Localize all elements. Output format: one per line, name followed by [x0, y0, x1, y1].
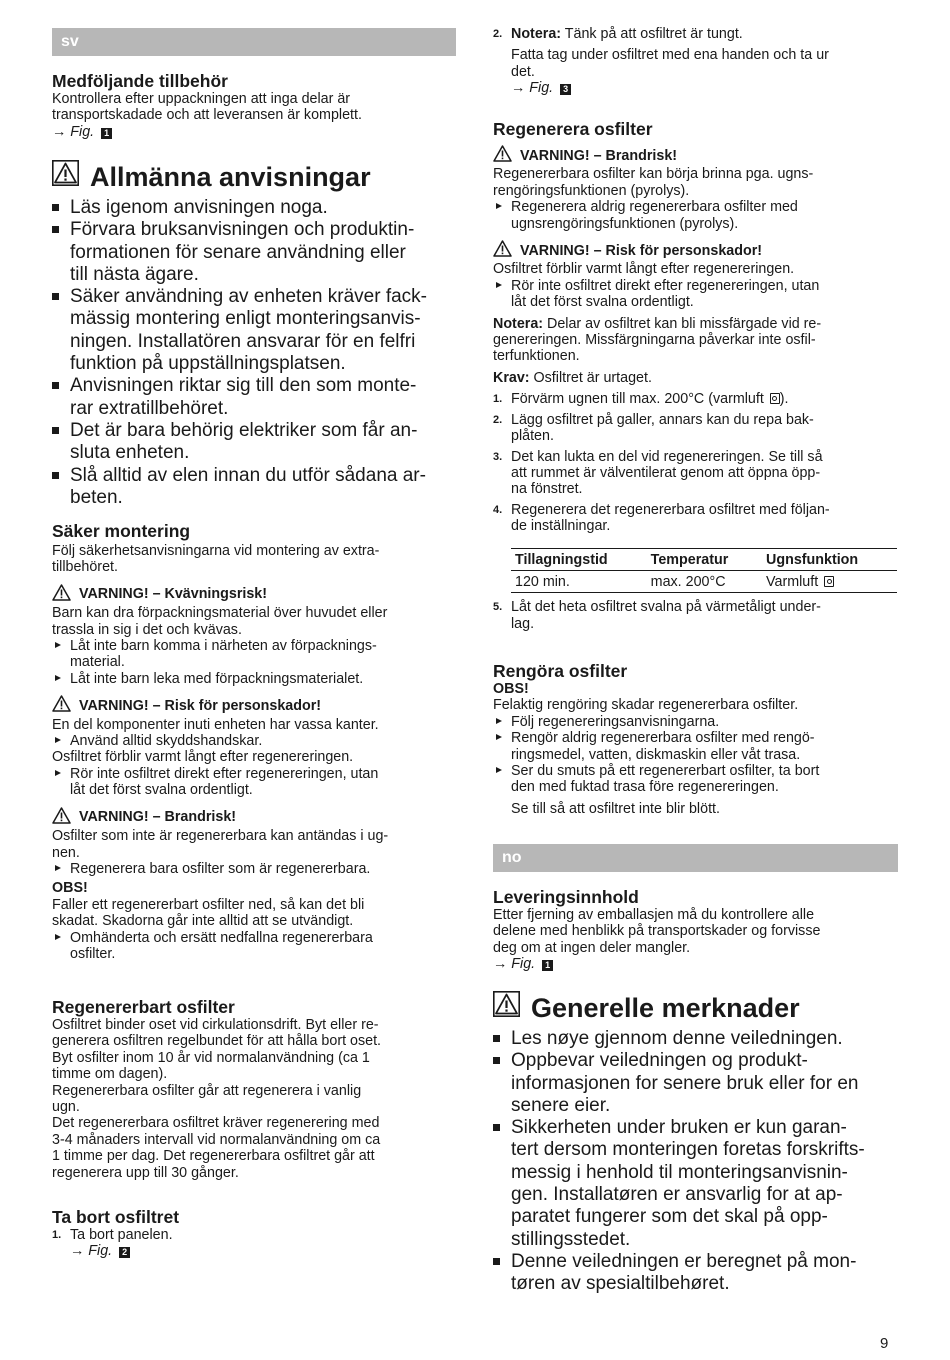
fig-label: Fig.: [70, 123, 95, 140]
table-header-cell: Ugnsfunktion: [762, 548, 897, 570]
list-item: Ser du smuts på ett regenererbart osfilter, ta bort den med fuktad trasa före regenereringen.: [493, 763, 898, 796]
list-item: Les nøye gjennom denne veiledningen.: [493, 1028, 898, 1050]
bullet-square-icon: [493, 1258, 500, 1265]
bullet-square-icon: [52, 472, 59, 479]
heading-general-no-text: Generelle merknader: [531, 992, 800, 1023]
list-item: Rör inte osfiltret direkt efter regenereringen, utan låt det först svalna ordentligt.: [52, 766, 456, 799]
bullet-square-icon: [493, 1035, 500, 1042]
section-regenerate: [493, 119, 898, 632]
fig-number-badge: 1: [101, 128, 112, 139]
warning-icon: [52, 584, 71, 605]
bullet-square-icon: [52, 226, 59, 233]
text-line: deg om at ingen deler mangler.: [493, 939, 691, 956]
text-line: Felaktig rengöring skadar regenererbara osfilter.: [493, 697, 799, 714]
text-line: Faller ett regenererbart osfilter ned, så kan det bli: [52, 896, 365, 913]
page-number: 9: [880, 1335, 889, 1352]
step-item: 1. Ta bort panelen. → Fig. 2: [52, 1227, 456, 1260]
bullet-square-icon: [52, 293, 59, 300]
heading-general-no: [493, 991, 898, 1024]
list-item: Det är bara behörig elektriker som får an- sluta enheten.: [52, 420, 456, 465]
warning-icon: [52, 695, 71, 716]
step-item: 3. Det kan lukta en del vid regenereringen. Se till så att rummet är välventilerat genom att öppna öpp- na fönstret.: [493, 448, 823, 498]
list-item: Denne veiledningen er beregnet på mon- tøren av spesialtilbehøret.: [493, 1251, 898, 1296]
heading-included-no: Leveringsinnhold: [493, 887, 639, 907]
text-line: generera osfiltren regelbundet för att hålla bort oset.: [52, 1033, 382, 1050]
warning-icon: [52, 160, 79, 193]
heading-included: Medföljande tillbehör: [52, 71, 228, 91]
fig-reference: [52, 124, 456, 140]
warning-icon: [52, 807, 71, 828]
text-line: delene med henblikk på transportskader og forvisse: [493, 923, 821, 940]
table-header-cell: Temperatur: [647, 548, 762, 570]
bullet-square-icon: [52, 204, 59, 211]
text-line: nen.: [52, 844, 80, 861]
section-included-sv: [52, 71, 456, 140]
step-number: 3.: [493, 450, 503, 463]
text-line: Det regenererbara osfiltret kräver regenerering med: [52, 1115, 380, 1132]
warning-icon: [493, 240, 512, 261]
section-remove-cont: [493, 26, 898, 97]
text-line: timme om dagen).: [52, 1066, 168, 1083]
bullet-square-icon: [493, 1124, 500, 1131]
section-general-sv: [52, 160, 456, 509]
step-number: 5.: [493, 601, 503, 614]
list-item: Anvisningen riktar sig till den som monte- rar extratillbehöret.: [52, 375, 456, 420]
text-line: regenerera upp till 30 gånger.: [52, 1164, 239, 1181]
bullet-square-icon: [493, 1057, 500, 1064]
heading-general: [52, 160, 456, 193]
requirement-text: Krav: Osfiltret är urtaget.: [493, 369, 652, 386]
text-line: 1 timme per dag. Det regenererbara osfiltret går att: [52, 1148, 375, 1165]
note-text: Notera: Delar av osfiltret kan bli missfärgade vid re-: [493, 315, 822, 332]
section-remove: [52, 1207, 456, 1260]
text-line: Se till så att osfiltret inte blir blött.: [511, 800, 720, 817]
step-item: 2. Notera: Tänk på att osfiltret är tungt. Fatta tag under osfiltret med ena handen och ta ur det. → Fig. 3: [493, 26, 898, 97]
list-item: Regenerera aldrig regenererbara osfilter med ugnsrengöringsfunktionen (pyrolys).: [493, 199, 898, 232]
step-number: 1.: [52, 1229, 62, 1241]
list-item: Använd alltid skyddshandskar.: [52, 733, 456, 749]
text-line: Osfiltret förblir varmt långt efter regenereringen.: [493, 261, 795, 278]
step-item: 1. Förvärm ugnen till max. 200°C (varmluft ).: [493, 391, 789, 408]
fig-number-badge: 2: [119, 1247, 130, 1258]
fig-reference: → Fig. 3: [511, 80, 898, 96]
list-item: Läs igenom anvisningen noga.: [52, 197, 456, 219]
step-item: 5. Låt det heta osfiltret svalna på värmetåligt under- lag.: [493, 599, 821, 632]
section-clean: [493, 661, 898, 817]
text-line: tillbehöret.: [52, 559, 118, 576]
text-line: rengöringsfunktionen (pyrolys).: [493, 182, 690, 199]
heading-remove: Ta bort osfiltret: [52, 1207, 180, 1227]
text-line: skadat. Skadorna går inte alltid att se utvändigt.: [52, 913, 354, 930]
list-item: Rengör aldrig regenererbara osfilter med rengö- ringsmedel, vatten, diskmaskin eller våt trasa.: [493, 730, 898, 763]
heading-regenerate: Regenerera osfilter: [493, 119, 653, 139]
warning-title: VARNING! – Brandrisk!: [493, 145, 898, 166]
obs-label: OBS!: [52, 880, 88, 897]
list-item: Säker användning av enheten kräver fack- mässig montering enligt monteringsanvis- ningen. Installatören ansvarar för en felfri funktion på uppställningsplatsen.: [52, 286, 456, 375]
warning-icon: [493, 145, 512, 166]
settings-table: [511, 548, 897, 594]
table-header-cell: Tillagningstid: [511, 548, 647, 570]
table-row: [511, 570, 897, 592]
section-safe-mount: [52, 521, 456, 962]
language-band-no: no: [493, 844, 898, 872]
list-item: Sikkerheten under bruken er kun garan- tert dersom monteringen foretas forskrifts- messig i henhold til monteringsanvisnin- gen. Installatøren er ansvarlig for at ap- paratet fungerer som det skal på opp- stillingsstedet.: [493, 1117, 898, 1251]
warning-title: VARNING! – Kvävningsrisk!: [52, 584, 456, 605]
step-number: 1.: [493, 393, 503, 406]
included-line: transportskadade och att leveransen är komplett.: [52, 107, 362, 124]
heading-general-text: Allmänna anvisningar: [90, 161, 371, 192]
text-line: Barn kan dra förpackningsmaterial över huvudet eller: [52, 605, 388, 622]
bullet-square-icon: [52, 382, 59, 389]
list-item: Oppbevar veiledningen og produkt- informasjonen for senere bruk eller for en senere eier.: [493, 1050, 898, 1117]
heading-regen-filter: Regenererbart osfilter: [52, 997, 235, 1017]
text-line: 3-4 månaders intervall vid normalanvändning om ca: [52, 1131, 381, 1148]
table-cell: 120 min.: [511, 570, 647, 592]
heading-clean: Rengöra osfilter: [493, 661, 628, 681]
text-line: Osfiltret förblir varmt långt efter regenereringen.: [52, 749, 354, 766]
obs-label: OBS!: [493, 681, 529, 697]
list-item: Regenerera bara osfilter som är regenererbara.: [52, 861, 456, 877]
list-item: Slå alltid av elen innan du utför sådana ar- beten.: [52, 465, 456, 510]
text-line: terfunktionen.: [493, 348, 580, 365]
text-line: ugn.: [52, 1099, 80, 1116]
text-line: Byt osfilter inom 10 år vid normalanvändning (ca 1: [52, 1049, 370, 1066]
fig-reference: → Fig. 1: [493, 956, 898, 972]
bullet-square-icon: [52, 427, 59, 434]
text-line: En del komponenter inuti enheten har vassa kanter.: [52, 716, 379, 733]
table-header-row: [511, 548, 897, 570]
text-line: Regenererbara osfilter kan börja brinna pga. ugns-: [493, 166, 814, 183]
list-item: Rör inte osfiltret direkt efter regenereringen, utan låt det först svalna ordentligt.: [493, 278, 898, 311]
warning-title: VARNING! – Brandrisk!: [52, 807, 456, 828]
fig-number-badge: 1: [542, 960, 553, 971]
text-line: Etter fjerning av emballasjen må du kontrollere alle: [493, 907, 815, 923]
text-line: trassla in sig i det och kvävas.: [52, 621, 242, 638]
list-item: Följ regenereringsanvisningarna.: [493, 714, 898, 730]
step-item: 4. Regenerera det regenererbara osfiltret med följan- de inställningar.: [493, 501, 830, 535]
fig-arrow: →: [52, 123, 67, 140]
text-line: Osfiltret binder oset vid cirkulationsdrift. Byt eller re-: [52, 1017, 379, 1033]
hot-air-function-icon: [824, 576, 834, 587]
heading-safe-mount: Säker montering: [52, 521, 191, 541]
included-line: Kontrollera efter uppackningen att inga delar är: [52, 91, 351, 107]
text-line: Följ säkerhetsanvisningarna vid montering av extra-: [52, 543, 380, 559]
fig-reference: → Fig. 2: [70, 1243, 456, 1259]
text-line: Regenererbara osfilter går att regenerera i vanlig: [52, 1082, 362, 1099]
hot-air-function-icon: [770, 393, 780, 404]
step-number: 2.: [493, 413, 503, 426]
general-list: [52, 197, 456, 509]
warning-title: VARNING! – Risk för personskador!: [52, 695, 456, 716]
warning-title: VARNING! – Risk för personskador!: [493, 240, 898, 261]
fig-number-badge: 3: [560, 84, 571, 95]
language-band-sv: sv: [52, 28, 456, 56]
text-line: Osfilter som inte är regenererbara kan antändas i ug-: [52, 828, 389, 845]
general-list-no: [493, 1028, 898, 1296]
list-item: Förvara bruksanvisningen och produktin- formationen för senare användning eller till nästa ägare.: [52, 219, 456, 286]
list-item: Låt inte barn komma i närheten av förpacknings- material.: [52, 638, 456, 671]
section-regen-filter: [52, 997, 456, 1181]
list-item: Omhänderta och ersätt nedfallna regenererbara osfilter.: [52, 930, 456, 963]
warning-icon: [493, 991, 520, 1024]
step-number: 4.: [493, 503, 503, 516]
list-item: Låt inte barn leka med förpackningsmaterialet.: [52, 671, 456, 687]
text-line: genereringen. Missfärgningarna påverkar inte osfil-: [493, 332, 816, 349]
step-item: 2. Lägg osfiltret på galler, annars kan du repa bak- plåten.: [493, 411, 814, 445]
section-included-no: [493, 887, 898, 973]
table-cell: max. 200°C: [647, 570, 762, 592]
section-general-no: [493, 991, 898, 1296]
step-number: 2.: [493, 28, 503, 40]
table-cell: Varmluft: [762, 570, 897, 592]
